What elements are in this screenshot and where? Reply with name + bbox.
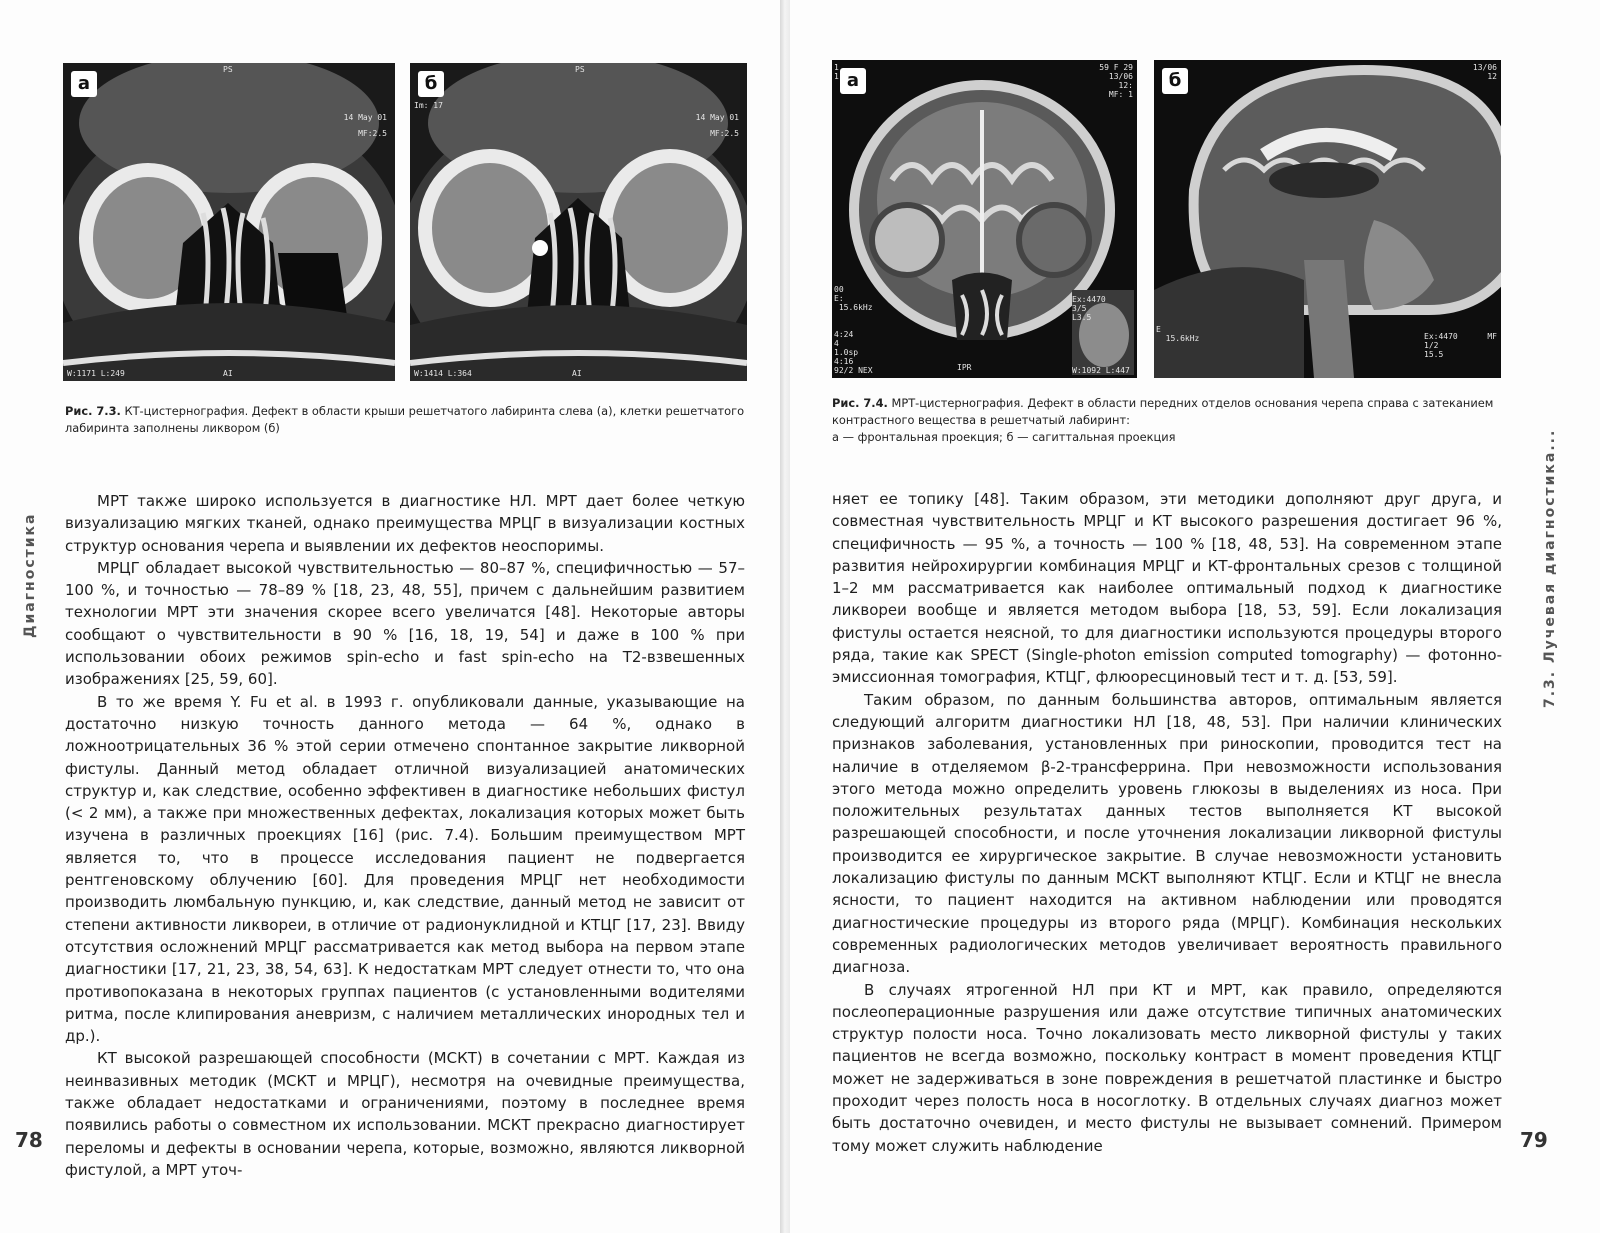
overlay-date: 14 May 01: [695, 113, 739, 122]
caption-label: Рис. 7.3.: [65, 404, 121, 418]
overlay-date: 14 May 01: [343, 113, 387, 122]
overlay-im: Im: 17: [414, 101, 443, 110]
overlay-top-right: 13/06 12: [1472, 63, 1497, 81]
paragraph: Таким образом, по данным большинства авторов, оптимальным является следующий алгоритм диагностики НЛ [18, 48, 53]. При наличии клинических признаков заболевания, установленных при риноскопии, проводится тест на наличие в отделяемом β-2-трансферрина. При невозможности использования этого метода можно определить уровень глюкозы в выделениях из носа. При положительных результатах данных тестов выполняется КТ высокой разрешающей способности, и после уточнения локализации ликворной фистулы производится ее хирургическое закрытие. В случае невозможности установить локализацию фистулы по данным МСКТ выполняют КТЦГ. Если и КТЦГ не внесла ясности, то пациент находится на активном наблюдении или проводятся диагностические процедуры из второго ряда (МРЦГ). Комбинация нескольких современных радиологических методов увеличивает вероятность правильного диагноза.: [832, 690, 1502, 977]
overlay-ipr: IPR: [957, 363, 972, 372]
overlay-ex: Ex:4470 3/5 L3.5: [1072, 295, 1106, 322]
paragraph: КТ высокой разрешающей способности (МСКТ) в сочетании с МРТ. Каждая из неинвазивных методик (МСКТ и МРЦГ), несмотря на очевидные преимущества, также обладает недостатками и ограничениями, поэтому в последнее время появились работы о совместном их использовании. МСКТ прекрасно диагностирует переломы и дефекты в основании черепа, которые, возможно, являются ликворной фистулой, а МРТ уточ-: [65, 1049, 745, 1179]
caption-label: Рис. 7.4.: [832, 396, 888, 410]
mri-coronal-image: [832, 60, 1137, 378]
overlay-left-bottom: 4:24 4 1.0sp 4:16 92/2 NEX: [834, 330, 873, 375]
overlay-wl: W:1171 L:249: [67, 369, 125, 378]
paragraph: МРТ также широко используется в диагностике НЛ. МРТ дает более четкую визуализацию мягких тканей, однако преимущества МРЦГ в визуализации костных структур основания черепа и выявлении их дефектов неоспоримы.: [65, 492, 745, 555]
mri-sagittal-image: [1154, 60, 1501, 378]
overlay-wl: W:1092 L:447: [1072, 366, 1130, 375]
page-number: 79: [1520, 1128, 1548, 1152]
panel-label-a: а: [71, 71, 97, 97]
figure-7-4-panel-b: [1154, 60, 1501, 378]
paragraph: МРЦГ обладает высокой чувствительностью — 80–87 %, специфичностью — 57–100 %, и точностью — 78–89 % [18, 23, 48, 55], причем с дальнейшим развитием технологии МРТ эти значения скорее всего увеличатся [48]. Некоторые авторы сообщают о чувствительности в 90 % [16, 18, 19, 54] и даже в 100 % при использовании обоих режимов spin-echo и fast spin-echo на Т2-взвешенных изображениях [25, 59, 60].: [65, 558, 745, 689]
left-body-text: [65, 490, 745, 1181]
figure-7-3-panel-b: [410, 63, 747, 381]
overlay-top: PS: [223, 65, 233, 74]
figure-7-3-caption: [65, 403, 745, 437]
panel-label-b: б: [418, 71, 444, 97]
panel-label-a: а: [840, 68, 866, 94]
overlay-mf: MF: [1487, 332, 1497, 341]
paragraph: В то же время Y. Fu et al. в 1993 г. опубликовали данные, указывающие на достаточно низкую точность данного метода — 64 %, однако в ложноотрицательных 36 % этой серии отмечено спонтанное закрытие ликворной фистулы. Данный метод обладает отличной визуализацией анатомических структур и, как следствие, особенно эффективен в диагностике небольших фистул (< 2 мм), а также при множественных дефектах, локализация которых может быть изучена в различных проекциях [16] (рис. 7.4). Большим преимуществом МРТ является то, что в процессе исследования пациент не подвергается рентгеновскому облучению [60]. Для проведения МРЦГ нет необходимости производить люмбальную пункцию, и, как следствие, данный метод не зависит от степени активности ликвореи, в отличие от радионуклидной и КТЦГ [17, 23]. Ввиду отсутствия осложнений МРЦГ рассматривается как метод выбора на первом этапе диагностики [17, 21, 23, 38, 54, 63]. К недостаткам МРТ следует отнести то, что она противопоказана в некоторых группах пациентов (с установленными водителями ритма, после клипирования аневризм, с наличием металлических инородных тел и др.).: [65, 692, 745, 1046]
overlay-left: E 15.6kHz: [1156, 325, 1200, 343]
ct-scan-image: [410, 63, 747, 381]
figure-7-4-caption: [832, 395, 1512, 446]
caption-text: КТ-цистернография. Дефект в области крыши решетчатого лабиринта слева (а), клетки решетчатого лабиринта заполнены ликвором (б): [65, 404, 745, 435]
ct-scan-image: [63, 63, 395, 381]
overlay-mf: MF:2.5: [358, 129, 387, 138]
caption-line-2: а — фронтальная проекция; б — сагиттальная проекция: [832, 430, 1176, 444]
overlay-bottom: AI: [223, 369, 233, 378]
left-page: [0, 0, 780, 1233]
overlay-wl: W:1414 L:364: [414, 369, 472, 378]
overlay-top-right: 59 F 29 13/06 12: MF: 1: [1099, 63, 1133, 99]
figure-7-4-panel-a: [832, 60, 1137, 378]
overlay-ex: Ex:4470 1/2 15.5: [1424, 332, 1458, 359]
overlay-left-top: 1 1: [834, 63, 839, 81]
caption-text: МРТ-цистернография. Дефект в области передних отделов основания черепа справа с затеканием контрастного вещества в решетчатый лабиринт:: [832, 396, 1494, 427]
right-page: [790, 0, 1600, 1233]
overlay-bottom: AI: [572, 369, 582, 378]
overlay-top: PS: [575, 65, 585, 74]
paragraph: В случаях ятрогенной НЛ при КТ и МРТ, как правило, определяются послеоперационные разрушения или даже отсутствие типичных анатомических структур полости носа. Точно локализовать место ликворной фистулы у таких пациентов не всегда возможно, поскольку контраст в момент проведения КТЦГ может не задерживаться в зоне повреждения в решетчатой пластинке и быстро проходит через полость носа в носоглотку. В отдельных случаях диагноз может быть достаточно очевиден, и место фистулы не вызывает сомнений. Примером тому может служить наблюдение: [832, 980, 1502, 1155]
paragraph: няет ее топику [48]. Таким образом, эти методики дополняют друг друга, и совместная чувствительность МРЦГ и КТ высокого разрешения достигает 96 %, специфичность — 95 %, а точность — 100 % [18, 48, 53]. На современном этапе развития нейрохирургии комбинация МРЦГ и КТ-фронтальных срезов с толщиной 1–2 мм рассматривается как наиболее оптимальный подход к диагностике ликвореи вообще и является методом выбора [18, 53, 59]. Если локализация фистулы остается неясной, то для диагностики используются процедуры второго ряда, такие как SPECT (Single-photon emission computed tomography) — фотонно-эмиссионная томография, КТЦГ, флюоресциновый тест и т. д. [53, 59].: [832, 490, 1502, 687]
figure-7-3-panel-a: [63, 63, 395, 381]
right-body-text: [832, 488, 1502, 1157]
side-label: 7.3. Лучевая диагностика...: [1542, 428, 1558, 708]
side-label: Диагностика: [22, 512, 38, 638]
panel-label-b: б: [1162, 68, 1188, 94]
overlay-mf: MF:2.5: [710, 129, 739, 138]
page-number: 78: [15, 1128, 43, 1152]
overlay-left-mid: 00 E: 15.6kHz: [834, 285, 873, 312]
